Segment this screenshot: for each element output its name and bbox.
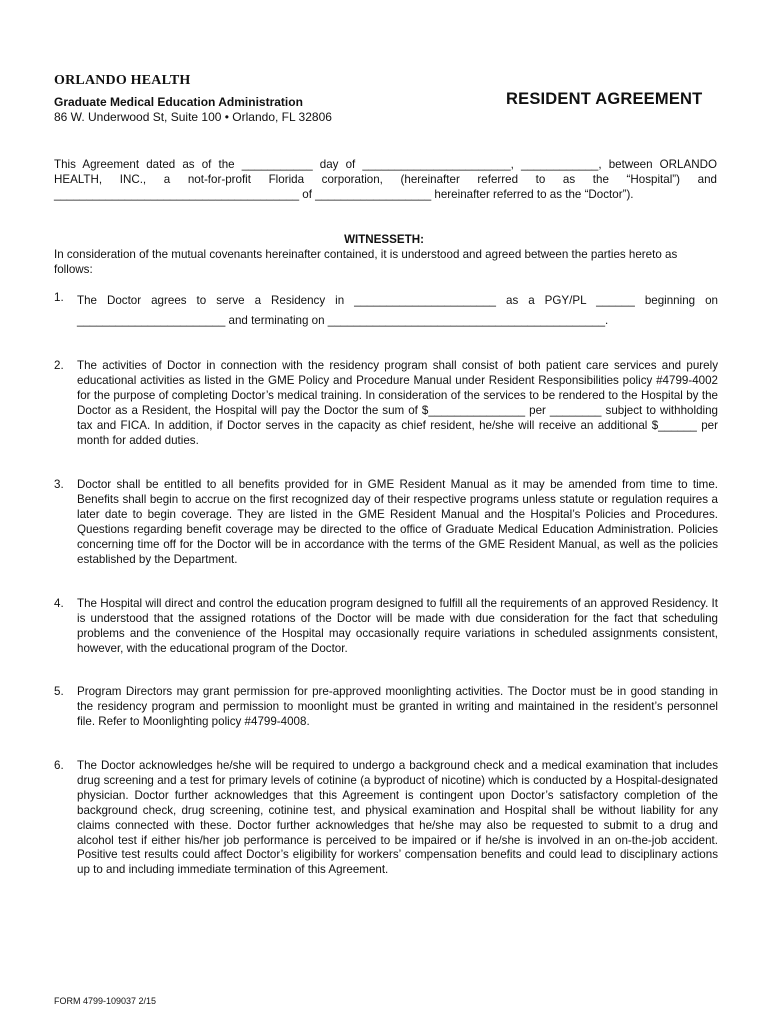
- organization-address: 86 W. Underwood St, Suite 100 • Orlando, FL 32806: [54, 110, 332, 124]
- clause-6: [54, 759, 718, 878]
- clause-5: [54, 685, 718, 730]
- department-name: Graduate Medical Education Administration: [54, 95, 303, 109]
- clause-text: Program Directors may grant permission for pre-approved moonlighting activities. The Doctor must be in good standing in the residency program and permission to moonlight must be granted in writing and maintained in the resident’s personnel file. Refer to Moonlighting policy #4799-4008.: [77, 685, 718, 728]
- clause-number: 6.: [54, 759, 64, 772]
- clause-text: The Doctor acknowledges he/she will be required to undergo a background check and a medical examination that includes drug screening and a test for primary levels of cotinine (a byproduct of nicotine) which is conducted by a Hospital-designated physician. Doctor further acknowledges that this Agreement is contingent upon Doctor’s satisfactory completion of the background check, drug screening, cotinine test, and physical examination and Hospital shall be without liability for any claims connected with these. Doctor further acknowledges that he/she may also be requested to submit to a drug and alcohol test if either his/her job performance is perceived to be impaired or if he/she is involved in an on-the-job accident. Positive test results could affect Doctor’s eligibility for workers’ compensation benefits and could lead to disciplinary actions up to and including immediate termination of this Agreement.: [77, 759, 718, 877]
- form-number: FORM 4799-109037 2/15: [54, 996, 157, 1006]
- clause-text: The activities of Doctor in connection with the residency program shall consist of both patient care services and purely educational activities as listed in the GME Policy and Procedure Manual under Resident Responsibilities policy #4799-4002 for the purpose of completing Doctor’s medical training. In consideration of the services to be rendered to the Hospital by the Doctor as a Resident, the Hospital will pay the Doctor the sum of $_______________ per ________ subject to withholding tax and FICA. In addition, if Doctor serves in the capacity as chief resident, he/she will receive an additional $______ per month for added duties.: [77, 359, 718, 447]
- clause-3: [54, 478, 718, 567]
- agreement-intro: This Agreement dated as of the ___________ day of _______________________, ____________, between ORLANDO HEALTH, INC., a not-for-profit Florida corporation, (hereinafter referred to as the “Hospital”) and ______________________________________ of __________________ hereinafter referred to as the “Doctor”).: [54, 158, 717, 201]
- clause-number: 5.: [54, 685, 64, 698]
- witnesseth-heading: WITNESSETH:: [344, 233, 424, 246]
- clause-1: [54, 291, 718, 331]
- clause-number: 4.: [54, 597, 64, 610]
- clause-4: [54, 597, 718, 657]
- clause-text: The Hospital will direct and control the education program designed to fulfill all the requirements of an approved Residency. It is understood that the assigned rotations of the Doctor will be made with due consideration for the fact that scheduling problems and the convenience of the Hospital may occasionally require variations in scheduled assignments consistent, however, with the educational program of the Doctor.: [77, 597, 718, 655]
- clause-text: The Doctor agrees to serve a Residency in ______________________ as a PGY/PL ______ beginning on _______________________ and terminating on ___________________________________________.: [77, 294, 718, 327]
- document-title: RESIDENT AGREEMENT: [506, 90, 703, 108]
- clause-text: Doctor shall be entitled to all benefits provided for in GME Resident Manual as it may be amended from time to time. Benefits shall begin to accrue on the first recognized day of their respective programs unless statute or regulation requires a later date to begin coverage. They are listed in the GME Resident Manual and the Hospital’s Policies and Procedures. Questions regarding benefit coverage may be directed to the office of Graduate Medical Education Administration. Policies concerning time off for the Doctor will be in accordance with the terms of the GME Resident Manual, as well as the policies established by the Department.: [77, 478, 718, 566]
- clause-2: [54, 359, 718, 448]
- organization-name: ORLANDO HEALTH: [54, 73, 191, 88]
- clause-number: 1.: [54, 291, 64, 304]
- clause-number: 3.: [54, 478, 64, 491]
- clause-number: 2.: [54, 359, 64, 372]
- consideration-paragraph: In consideration of the mutual covenants hereinafter contained, it is understood and agreed between the parties hereto as follows:: [54, 248, 678, 276]
